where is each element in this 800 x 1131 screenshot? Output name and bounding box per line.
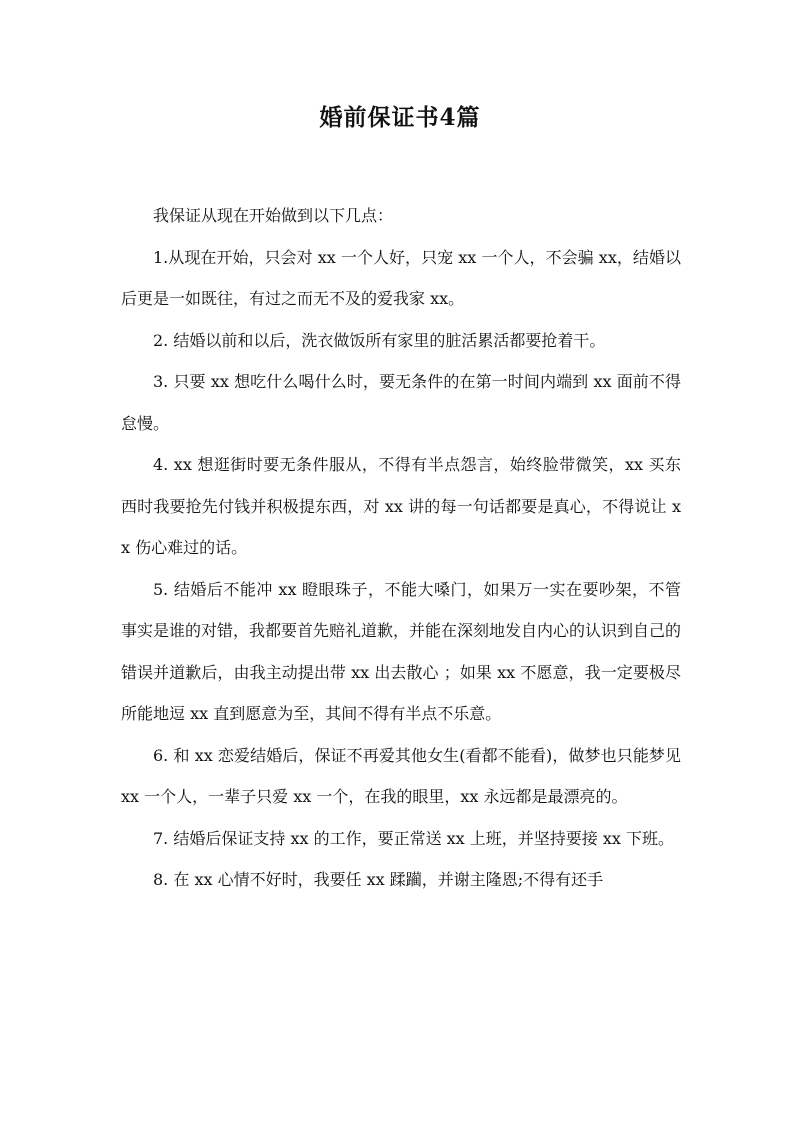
document-body	[121, 195, 681, 901]
paragraph-item-2: 2. 结婚以前和以后，洗衣做饭所有家里的脏活累活都要抢着干。	[153, 330, 606, 350]
paragraph-item-7: 7. 结婚后保证支持 xx 的工作，要正常送 xx 上班，并坚持要接 xx 下班。	[153, 828, 675, 848]
paragraph-item-5: 5. 结婚后不能冲 xx 瞪眼珠子，不能大嗓门，如果万一实在要吵架，不管事实是谁的对错，我都要首先赔礼道歉，并能在深刻地发自内心的认识到自己的错误并道歉后，由我主动提出带 xx 出去散心 ；如果 xx 不愿意，我一定要极尽所能地逗 xx 直到愿意为至，其间不得有半点不乐意。	[121, 579, 682, 723]
paragraph-item-4: 4. xx 想逛街时要无条件服从，不得有半点怨言，始终脸带微笑，xx 买东西时我要抢先付钱并积极提东西，对 xx 讲的每一句话都要是真心，不得说让 xx 伤心难过的话。	[121, 455, 681, 557]
paragraph-intro: 我保证从现在开始做到以下几点：	[153, 206, 394, 225]
document-title: 婚前保证书4篇	[319, 104, 481, 131]
paragraph-item-3: 3. 只要 xx 想吃什么喝什么时，要无条件的在第一时间内端到 xx 面前不得怠慢。	[121, 372, 681, 433]
paragraph-item-6: 6. 和 xx 恋爱结婚后，保证不再爱其他女生(看都不能看)，做梦也只能梦见 xx 一个人，一辈子只爱 xx 一个，在我的眼里，xx 永远都是最漂亮的。	[121, 745, 681, 806]
paragraph-item-1: 1.从现在开始，只会对 xx 一个人好，只宠 xx 一个人，不会骗 xx，结婚以后更是一如既往，有过之而无不及的爱我家 xx。	[121, 247, 681, 308]
paragraph-item-8: 8. 在 xx 心情不好时，我要任 xx 蹂躏，并谢主隆恩;不得有还手	[153, 870, 604, 889]
